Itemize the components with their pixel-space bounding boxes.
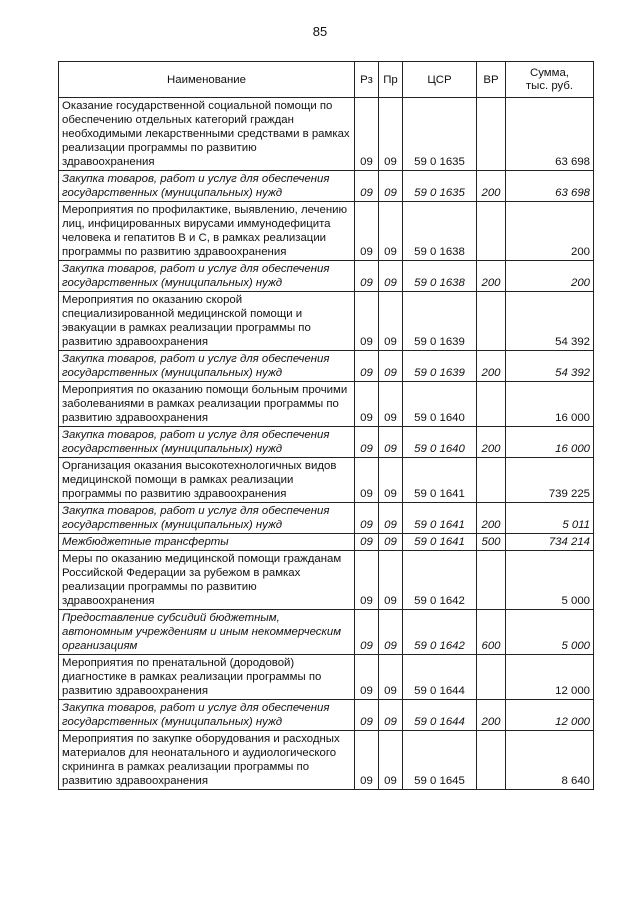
cell-pr: 09 [379, 351, 403, 382]
cell-vr [477, 458, 506, 503]
cell-vr: 200 [477, 171, 506, 202]
cell-rz: 09 [355, 98, 379, 171]
cell-csr: 59 0 1644 [403, 655, 477, 700]
cell-csr: 59 0 1639 [403, 351, 477, 382]
cell-sum: 5 000 [506, 610, 594, 655]
cell-csr: 59 0 1641 [403, 458, 477, 503]
cell-name: Межбюджетные трансферты [59, 534, 355, 551]
cell-name: Закупка товаров, работ и услуг для обеспечения государственных (муниципальных) нужд [59, 171, 355, 202]
cell-name: Закупка товаров, работ и услуг для обеспечения государственных (муниципальных) нужд [59, 700, 355, 731]
cell-name: Мероприятия по профилактике, выявлению, лечению лиц, инфицированных вирусами иммунодефицита человека и гепатитов В и С, в рамках реализации программы по развитию здравоохранения [59, 202, 355, 261]
cell-pr: 09 [379, 731, 403, 790]
table-row [59, 655, 594, 700]
cell-name: Закупка товаров, работ и услуг для обеспечения государственных (муниципальных) нужд [59, 261, 355, 292]
cell-rz: 09 [355, 731, 379, 790]
table-row [59, 171, 594, 202]
cell-name: Мероприятия по оказанию скорой специализированной медицинской помощи и эвакуации в рамках реализации программы по развитию здравоохранения [59, 292, 355, 351]
cell-rz: 09 [355, 351, 379, 382]
cell-csr: 59 0 1641 [403, 503, 477, 534]
cell-name: Закупка товаров, работ и услуг для обеспечения государственных (муниципальных) нужд [59, 503, 355, 534]
table-row [59, 731, 594, 790]
cell-pr: 09 [379, 427, 403, 458]
cell-rz: 09 [355, 427, 379, 458]
cell-name: Мероприятия по закупке оборудования и расходных материалов для неонатального и аудиологического скрининга в рамках реализации программы по развитию здравоохранения [59, 731, 355, 790]
cell-vr [477, 292, 506, 351]
table-row [59, 382, 594, 427]
cell-sum: 12 000 [506, 700, 594, 731]
cell-vr [477, 655, 506, 700]
cell-rz: 09 [355, 551, 379, 610]
cell-pr: 09 [379, 610, 403, 655]
table-row [59, 610, 594, 655]
header-pr: Пр [379, 62, 403, 98]
cell-vr: 600 [477, 610, 506, 655]
cell-rz: 09 [355, 292, 379, 351]
cell-name: Закупка товаров, работ и услуг для обеспечения государственных (муниципальных) нужд [59, 427, 355, 458]
cell-rz: 09 [355, 534, 379, 551]
cell-name: Мероприятия по пренатальной (дородовой) диагностике в рамках реализации программы по развитию здравоохранения [59, 655, 355, 700]
cell-sum: 200 [506, 202, 594, 261]
cell-sum: 63 698 [506, 171, 594, 202]
cell-name: Меры по оказанию медицинской помощи гражданам Российской Федерации за рубежом в рамках реализации программы по развитию здравоохранения [59, 551, 355, 610]
cell-sum: 739 225 [506, 458, 594, 503]
cell-csr: 59 0 1645 [403, 731, 477, 790]
cell-pr: 09 [379, 655, 403, 700]
cell-vr: 500 [477, 534, 506, 551]
table-row [59, 261, 594, 292]
cell-rz: 09 [355, 171, 379, 202]
cell-csr: 59 0 1642 [403, 610, 477, 655]
cell-csr: 59 0 1641 [403, 534, 477, 551]
table-body [59, 98, 594, 790]
cell-rz: 09 [355, 655, 379, 700]
cell-pr: 09 [379, 503, 403, 534]
cell-sum: 200 [506, 261, 594, 292]
cell-csr: 59 0 1640 [403, 427, 477, 458]
header-vr: ВР [477, 62, 506, 98]
table-header-row [59, 62, 594, 98]
cell-csr: 59 0 1638 [403, 261, 477, 292]
cell-pr: 09 [379, 700, 403, 731]
cell-vr: 200 [477, 700, 506, 731]
page-number: 85 [312, 24, 328, 39]
cell-sum: 54 392 [506, 292, 594, 351]
cell-name: Предоставление субсидий бюджетным, автономным учреждениям и иным некоммерческим организациям [59, 610, 355, 655]
cell-sum: 63 698 [506, 98, 594, 171]
cell-csr: 59 0 1638 [403, 202, 477, 261]
cell-vr: 200 [477, 351, 506, 382]
cell-vr [477, 731, 506, 790]
cell-csr: 59 0 1644 [403, 700, 477, 731]
table-row [59, 202, 594, 261]
cell-pr: 09 [379, 534, 403, 551]
cell-pr: 09 [379, 171, 403, 202]
cell-name: Закупка товаров, работ и услуг для обеспечения государственных (муниципальных) нужд [59, 351, 355, 382]
table-row [59, 427, 594, 458]
cell-rz: 09 [355, 458, 379, 503]
cell-name: Мероприятия по оказанию помощи больным прочими заболеваниями в рамках реализации программы по развитию здравоохранения [59, 382, 355, 427]
header-rz: Рз [355, 62, 379, 98]
table-row [59, 351, 594, 382]
cell-rz: 09 [355, 382, 379, 427]
cell-sum: 8 640 [506, 731, 594, 790]
cell-sum: 16 000 [506, 427, 594, 458]
cell-pr: 09 [379, 382, 403, 427]
table-row [59, 458, 594, 503]
header-sum [506, 62, 594, 98]
cell-vr [477, 382, 506, 427]
cell-rz: 09 [355, 700, 379, 731]
cell-vr [477, 98, 506, 171]
table-row [59, 551, 594, 610]
cell-rz: 09 [355, 261, 379, 292]
cell-vr: 200 [477, 503, 506, 534]
cell-sum: 54 392 [506, 351, 594, 382]
cell-csr: 59 0 1635 [403, 98, 477, 171]
cell-sum: 734 214 [506, 534, 594, 551]
cell-vr: 200 [477, 427, 506, 458]
cell-csr: 59 0 1640 [403, 382, 477, 427]
cell-pr: 09 [379, 202, 403, 261]
header-sum-line2: тыс. руб. [525, 79, 574, 92]
cell-name: Оказание государственной социальной помощи по обеспечению отдельных категорий граждан необходимыми лекарственными средствами в рамках реализации программы по развитию здравоохранения [59, 98, 355, 171]
budget-table [58, 61, 594, 790]
cell-vr [477, 202, 506, 261]
cell-csr: 59 0 1639 [403, 292, 477, 351]
cell-rz: 09 [355, 610, 379, 655]
table-row [59, 534, 594, 551]
cell-vr: 200 [477, 261, 506, 292]
cell-sum: 5 000 [506, 551, 594, 610]
cell-rz: 09 [355, 202, 379, 261]
cell-sum: 16 000 [506, 382, 594, 427]
table-row [59, 503, 594, 534]
cell-pr: 09 [379, 551, 403, 610]
header-name: Наименование [59, 62, 355, 98]
cell-name: Организация оказания высокотехнологичных видов медицинской помощи в рамках реализации программы по развитию здравоохранения [59, 458, 355, 503]
cell-rz: 09 [355, 503, 379, 534]
cell-pr: 09 [379, 458, 403, 503]
cell-pr: 09 [379, 292, 403, 351]
cell-csr: 59 0 1635 [403, 171, 477, 202]
cell-sum: 12 000 [506, 655, 594, 700]
header-sum-line1: Сумма, [530, 66, 569, 79]
table-row [59, 98, 594, 171]
cell-sum: 5 011 [506, 503, 594, 534]
cell-csr: 59 0 1642 [403, 551, 477, 610]
header-csr: ЦСР [403, 62, 477, 98]
table-row [59, 292, 594, 351]
cell-pr: 09 [379, 98, 403, 171]
table-row [59, 700, 594, 731]
cell-pr: 09 [379, 261, 403, 292]
cell-vr [477, 551, 506, 610]
